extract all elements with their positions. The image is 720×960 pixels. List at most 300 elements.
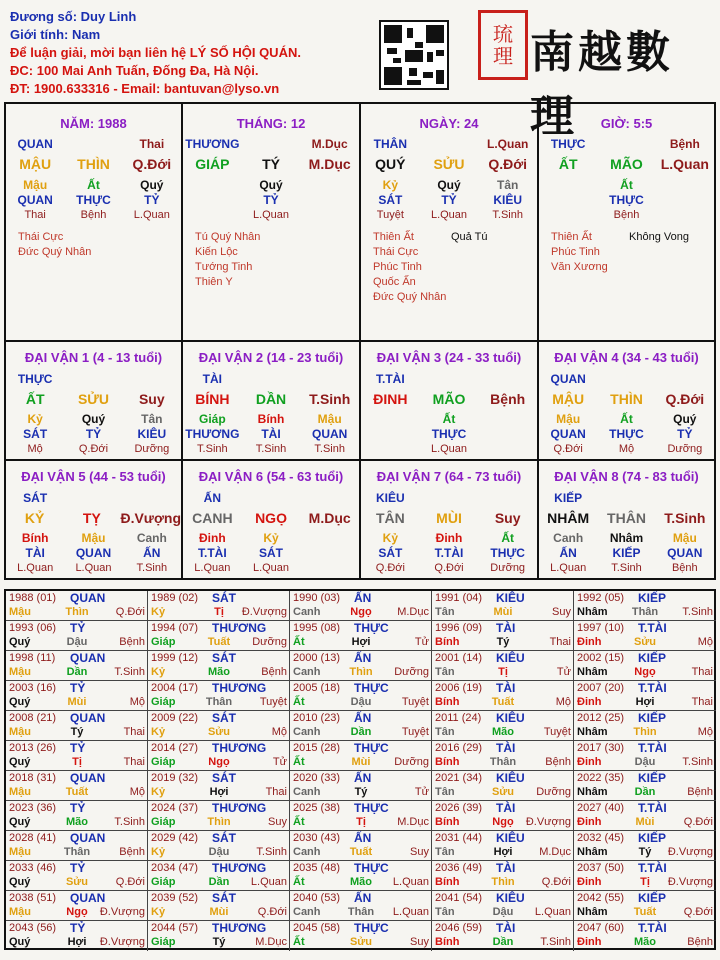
- luck-main-item: MẬU: [552, 391, 585, 407]
- year-cell: [148, 801, 290, 831]
- year-pillar: [9, 876, 145, 888]
- pillar-top-item: M.Dục: [311, 137, 348, 151]
- year-stage: Đ.Vượng: [99, 906, 145, 918]
- year-stem: Đinh: [577, 876, 602, 888]
- year-branch: Dậu: [634, 756, 656, 768]
- year-god: TÀI: [496, 921, 516, 935]
- luck-title: ĐẠI VẬN 7 (64 - 73 tuổi): [376, 469, 522, 484]
- year-label: 2026 (39): [435, 802, 483, 814]
- year-stem: Ất: [293, 756, 305, 768]
- year-branch: Sửu: [349, 936, 372, 948]
- year-stem: Ất: [293, 696, 305, 708]
- luck-main-item: ĐINH: [373, 391, 408, 407]
- luck-stages-item: T.Sinh: [611, 562, 642, 574]
- pillar-gods-item: TỶ: [144, 193, 160, 207]
- pillar-stars: [18, 230, 91, 260]
- year-label: 2009 (22): [151, 712, 199, 724]
- year-god: T.TÀI: [638, 621, 667, 635]
- year-cell: [148, 711, 290, 741]
- year-god: THƯƠNG: [212, 861, 267, 875]
- year-cell: [432, 681, 574, 711]
- year-pillar: [151, 846, 287, 858]
- year-stage: Tử: [414, 636, 429, 648]
- year-label: 2045 (58): [293, 922, 341, 934]
- pillar-stages-item: [539, 209, 597, 221]
- pillar-top: [183, 137, 359, 151]
- year-pillar: [151, 936, 287, 948]
- year-god: TÀI: [496, 621, 516, 635]
- luck-stages: [361, 562, 537, 574]
- luck-gods-item: QUAN: [312, 427, 348, 441]
- year-cell: [574, 591, 716, 621]
- pillar-stages-item: [183, 209, 242, 221]
- pillar-gods: [6, 193, 181, 207]
- luck-stages-item: Dưỡng: [134, 443, 170, 455]
- pillar-gods-item: [539, 193, 597, 207]
- pillar-main: [539, 156, 714, 172]
- year-pillar: [9, 606, 145, 618]
- luck-hidden-item: Mậu: [556, 412, 581, 426]
- year-god: THƯƠNG: [212, 921, 267, 935]
- year-branch: Mão: [633, 936, 656, 948]
- year-branch: Dậu: [350, 696, 372, 708]
- year-branch: Ngọ: [208, 756, 230, 768]
- pillar-stages: [6, 209, 181, 221]
- year-cell: [574, 651, 716, 681]
- luck-hidden-item: [478, 412, 537, 426]
- year-god: KIẾP: [638, 771, 667, 785]
- year-stage: Mộ: [555, 696, 571, 708]
- year-label: 2040 (53): [293, 892, 341, 904]
- pillar-hidden: [539, 178, 714, 192]
- pillar-top: [361, 137, 537, 151]
- year-label: 1988 (01): [9, 592, 57, 604]
- luck-main: [539, 510, 714, 526]
- year-branch: Thìn: [207, 816, 231, 828]
- year-pillar: [293, 906, 429, 918]
- year-god: SÁT: [212, 591, 236, 605]
- luck-gods-item: THỰC: [490, 546, 525, 560]
- pillar-gods-item: [300, 193, 359, 207]
- year-stage: Đ.Vượng: [667, 846, 713, 858]
- pillar-top: [539, 137, 714, 151]
- year-god: T.TÀI: [638, 921, 667, 935]
- year-stem: Ất: [293, 936, 305, 948]
- year-god: TỶ: [70, 801, 86, 815]
- year-pillar: [577, 696, 713, 708]
- luck-main-item: Suy: [494, 510, 521, 526]
- year-label: 2018 (31): [9, 772, 57, 784]
- luck-hidden-item: Đinh: [435, 531, 463, 545]
- year-branch: Dậu: [492, 906, 514, 918]
- year-label: 2013 (26): [9, 742, 57, 754]
- year-cell: [574, 891, 716, 921]
- luck-main-item: T.Sinh: [309, 391, 351, 407]
- year-branch: Tị: [498, 666, 508, 678]
- luck-hidden-item: Mậu: [81, 531, 106, 545]
- luck-stages-item: [300, 562, 359, 574]
- star-name: Quốc Ấn: [373, 276, 416, 288]
- year-stage: L.Quan: [534, 906, 571, 918]
- luck-hidden: [539, 412, 714, 426]
- star-name: Phúc Tinh: [373, 261, 422, 273]
- year-pillar: [577, 756, 713, 768]
- year-god: TỶ: [70, 741, 86, 755]
- luck-gods-item: THỰC: [431, 427, 467, 441]
- luck-hidden-item: Đinh: [199, 531, 226, 545]
- year-pillar: [577, 666, 713, 678]
- year-stage: Tuyệt: [543, 726, 571, 738]
- pillar-stars: [195, 230, 260, 290]
- star-name: Không Vong: [629, 231, 689, 243]
- year-branch: Mùi: [209, 906, 229, 918]
- year-stem: Bính: [435, 876, 460, 888]
- pillar-gods-item: KIÊU: [493, 193, 523, 207]
- year-stem: Tân: [435, 666, 455, 678]
- year-pillar: [9, 816, 145, 828]
- year-branch: Hợi: [67, 936, 87, 948]
- year-god: SÁT: [212, 651, 236, 665]
- year-cell: [290, 831, 432, 861]
- year-stem: Quý: [9, 936, 31, 948]
- pillar-title: NĂM: 1988: [60, 116, 127, 131]
- luck-hidden-item: Ất: [501, 531, 515, 545]
- year-stage: Q.Đới: [683, 906, 713, 918]
- luck-top: [6, 372, 181, 386]
- year-stage: T.Sinh: [540, 936, 571, 948]
- year-god: THƯƠNG: [212, 681, 267, 695]
- luck-top: [539, 491, 714, 505]
- luck-title: ĐẠI VẬN 4 (34 - 43 tuổi): [554, 350, 699, 365]
- pillar-stages: [539, 209, 714, 221]
- pillar-title: NGÀY: 24: [419, 116, 479, 131]
- year-pillar: [435, 636, 571, 648]
- pillar-gods-item: [656, 193, 714, 207]
- year-label: 2038 (51): [9, 892, 57, 904]
- pillar-main-item: L.Quan: [660, 156, 709, 172]
- year-cell: [290, 861, 432, 891]
- year-stem: Tân: [435, 846, 455, 858]
- luck-top-item: [242, 491, 301, 505]
- luck-main: [361, 510, 537, 526]
- pillar-main-item: MÃO: [610, 156, 643, 172]
- luck-hidden-item: Tân: [141, 412, 163, 426]
- luck-top: [361, 491, 537, 505]
- luck-gods-item: QUAN: [667, 546, 703, 560]
- pillar-hidden: [183, 178, 359, 192]
- luck-main-item: NGỌ: [255, 510, 287, 526]
- luck-stages: [539, 443, 714, 455]
- logo-text: 南越數理: [530, 27, 674, 142]
- year-pillar: [435, 666, 571, 678]
- year-branch: Dần: [66, 666, 88, 678]
- year-stem: Giáp: [151, 816, 176, 828]
- luck-gods-item: QUAN: [75, 546, 112, 560]
- year-branch: Tý: [354, 786, 368, 798]
- year-branch: Tý: [212, 936, 226, 948]
- year-branch: Mùi: [493, 606, 513, 618]
- luck-top-item: [597, 372, 655, 386]
- luck-hidden: [183, 412, 359, 426]
- year-god: TỶ: [70, 621, 86, 635]
- luck-top-item: [64, 372, 122, 386]
- year-branch: Tuất: [349, 846, 373, 858]
- pillar-top-item: THÂN: [373, 137, 407, 151]
- pillar-hidden-item: [539, 178, 597, 192]
- pillar-main-item: MẬU: [19, 156, 52, 172]
- year-cell: [432, 831, 574, 861]
- year-god: TỶ: [70, 861, 86, 875]
- luck-main-item: BÍNH: [195, 391, 230, 407]
- year-label: 2022 (35): [577, 772, 625, 784]
- luck-top: [183, 491, 359, 505]
- year-stem: Đinh: [577, 636, 602, 648]
- year-branch: Tị: [214, 606, 224, 618]
- year-cell: [432, 771, 574, 801]
- pillar-gods-item: THỰC: [609, 193, 644, 207]
- year-stage: Tử: [272, 756, 287, 768]
- year-label: 2025 (38): [293, 802, 341, 814]
- year-branch: Hợi: [351, 636, 371, 648]
- year-branch: Tuất: [65, 786, 89, 798]
- year-pillar: [435, 816, 571, 828]
- year-cell: [6, 681, 148, 711]
- year-pillar: [151, 696, 287, 708]
- qr-code-icon: [379, 20, 449, 90]
- pillar-stages-item: [300, 209, 359, 221]
- year-cell: [6, 831, 148, 861]
- year-label: 1994 (07): [151, 622, 199, 634]
- year-label: 2001 (14): [435, 652, 483, 664]
- year-cell: [574, 681, 716, 711]
- luck-stages-item: Mộ: [27, 443, 43, 455]
- pillar-stars-neutral: [629, 230, 689, 245]
- year-branch: Thân: [205, 696, 233, 708]
- luck-stages-item: L.Quan: [430, 443, 468, 455]
- year-cell: [574, 741, 716, 771]
- year-pillar: [9, 756, 145, 768]
- year-label: 2005 (18): [293, 682, 341, 694]
- year-stage: T.Sinh: [682, 756, 713, 768]
- luck-hidden: [6, 412, 181, 426]
- year-pillar: [577, 726, 713, 738]
- year-stage: Dưỡng: [252, 636, 287, 648]
- luck-top-item: KIẾP: [554, 491, 583, 505]
- year-stem: Giáp: [151, 636, 176, 648]
- year-god: THƯƠNG: [212, 801, 267, 815]
- luck-hidden-item: Canh: [553, 531, 584, 545]
- luck-top: [183, 372, 359, 386]
- year-label: 2008 (21): [9, 712, 57, 724]
- year-pillar: [9, 846, 145, 858]
- luck-main-item: MÃO: [432, 391, 466, 407]
- year-pillar: [151, 756, 287, 768]
- luck-pillar-4: [539, 342, 714, 461]
- luck-top-item: KIÊU: [376, 491, 405, 505]
- year-branch: Tuất: [207, 636, 231, 648]
- year-label: 2021 (34): [435, 772, 483, 784]
- year-cell: [6, 741, 148, 771]
- pillar-main-item: TÝ: [262, 156, 280, 172]
- year-cell: [290, 711, 432, 741]
- luck-hidden-item: Giáp: [199, 412, 226, 426]
- year-stage: T.Sinh: [114, 816, 145, 828]
- year-stage: Dưỡng: [394, 666, 429, 678]
- year-stem: Quý: [9, 636, 31, 648]
- star-name: Thái Cực: [373, 246, 419, 258]
- year-stem: Nhâm: [577, 726, 608, 738]
- luck-gods-item: TÀI: [261, 427, 281, 441]
- year-cell: [290, 651, 432, 681]
- year-branch: Tuất: [633, 906, 657, 918]
- year-cell: [6, 591, 148, 621]
- pillar-hidden-item: [300, 178, 359, 192]
- year-pillar: [9, 726, 145, 738]
- year-stage: Thai: [265, 786, 287, 798]
- luck-gods: [539, 546, 714, 560]
- year-label: 2027 (40): [577, 802, 625, 814]
- year-stem: Tân: [435, 906, 455, 918]
- year-stem: Nhâm: [577, 846, 608, 858]
- year-cell: [148, 771, 290, 801]
- year-pillar: [435, 606, 571, 618]
- year-cell: [432, 921, 574, 951]
- year-god: TÀI: [496, 681, 516, 695]
- year-pillar: [577, 816, 713, 828]
- year-branch: Mùi: [635, 816, 655, 828]
- pillar-main: [183, 156, 359, 172]
- pillar-top-item: [64, 137, 122, 151]
- year-stem: Kỷ: [151, 726, 166, 738]
- year-pillar: [9, 636, 145, 648]
- year-stem: Nhâm: [577, 786, 608, 798]
- year-stage: M.Dục: [539, 846, 571, 858]
- year-pillar: [293, 756, 429, 768]
- luck-top-item: T.TÀI: [376, 372, 405, 386]
- luck-hidden-item: Canh: [136, 531, 167, 545]
- luck-pillar-2: [183, 342, 361, 461]
- year-cell: [290, 591, 432, 621]
- year-label: 2039 (52): [151, 892, 199, 904]
- year-label: 2012 (25): [577, 712, 625, 724]
- year-cell: [432, 621, 574, 651]
- year-label: 2002 (15): [577, 652, 625, 664]
- year-cell: [6, 921, 148, 951]
- year-god: KIẾP: [638, 591, 667, 605]
- year-cell: [290, 891, 432, 921]
- luck-top-item: [64, 491, 122, 505]
- year-cell: [6, 771, 148, 801]
- pillar-top-item: [420, 137, 479, 151]
- pillar-hidden: [6, 178, 181, 192]
- luck-stages-item: Q.Đới: [434, 562, 464, 574]
- year-god: T.TÀI: [638, 801, 667, 815]
- year-stem: Mậu: [9, 606, 31, 618]
- year-stem: Bính: [435, 636, 460, 648]
- year-cell: [574, 711, 716, 741]
- year-stem: Ất: [293, 816, 305, 828]
- year-label: 2004 (17): [151, 682, 199, 694]
- year-branch: Thân: [63, 846, 91, 858]
- luck-pillar-3: [361, 342, 539, 461]
- contact-note: Để luận giải, mời bạn liên hệ LÝ SỐ HỘI QUÁN.: [10, 45, 301, 60]
- year-pillar: [9, 906, 145, 918]
- luck-main-item: MÙI: [436, 510, 462, 526]
- year-stem: Canh: [293, 666, 321, 678]
- year-pillar: [9, 666, 145, 678]
- luck-main-item: THÌN: [610, 391, 643, 407]
- luck-gods-item: T.TÀI: [198, 546, 227, 560]
- year-label: 2016 (29): [435, 742, 483, 754]
- luck-title: ĐẠI VẬN 8 (74 - 83 tuổi): [554, 469, 699, 484]
- year-cell: [148, 651, 290, 681]
- pillar-stages-item: L.Quan: [133, 209, 170, 221]
- star-name: Đức Quý Nhân: [373, 291, 447, 303]
- phone-email: ĐT: 1900.633316 - Email: bantuvan@lyso.vn: [10, 81, 280, 96]
- year-god: QUAN: [70, 891, 106, 905]
- luck-top-item: [420, 372, 479, 386]
- year-stage: M.Dục: [397, 816, 429, 828]
- year-god: THỰC: [354, 681, 389, 695]
- year-stage: Q.Đới: [541, 876, 571, 888]
- year-label: 2029 (42): [151, 832, 199, 844]
- year-label: 2046 (59): [435, 922, 483, 934]
- year-cell: [432, 591, 574, 621]
- year-stem: Kỷ: [151, 666, 166, 678]
- luck-main: [183, 391, 359, 407]
- year-branch: Thìn: [349, 666, 373, 678]
- year-label: 1989 (02): [151, 592, 199, 604]
- year-branch: Thìn: [633, 726, 657, 738]
- year-god: ẤN: [354, 891, 372, 905]
- year-cell: [6, 801, 148, 831]
- pillar-title: THÁNG: 12: [236, 116, 306, 131]
- year-branch: Thân: [489, 756, 517, 768]
- owner-gender: Giới tính: Nam: [10, 27, 101, 42]
- year-stem: Đinh: [577, 936, 602, 948]
- year-stage: Tử: [556, 666, 571, 678]
- star-name: Kiến Lộc: [195, 246, 238, 258]
- year-pillar: [577, 876, 713, 888]
- pillar-main-item: M.Dục: [308, 156, 351, 172]
- year-cell: [432, 891, 574, 921]
- luck-stages: [6, 443, 181, 455]
- year-label: 2037 (50): [577, 862, 625, 874]
- pillar-main-item: GIÁP: [195, 156, 230, 172]
- luck-top-item: [300, 491, 359, 505]
- pillar-hidden-item: Quý: [140, 178, 164, 192]
- year-branch: Mão: [491, 726, 514, 738]
- year-label: 1991 (04): [435, 592, 483, 604]
- year-god: ẤN: [354, 591, 372, 605]
- year-stage: Mộ: [129, 696, 145, 708]
- star-name: Thiên Ất: [373, 231, 414, 243]
- luck-top-item: [656, 372, 714, 386]
- year-label: 1999 (12): [151, 652, 199, 664]
- year-label: 2043 (56): [9, 922, 57, 934]
- year-pillar: [577, 606, 713, 618]
- star-name: Đức Quý Nhân: [18, 246, 92, 258]
- luck-main: [183, 510, 359, 526]
- pillar-top-item: THỰC: [550, 137, 586, 151]
- pillar-gods: [539, 193, 714, 207]
- year-stem: Đinh: [577, 816, 602, 828]
- luck-gods: [361, 427, 537, 441]
- star-name: Thiên Ất: [551, 231, 592, 243]
- year-stem: Mậu: [9, 726, 31, 738]
- luck-stages-item: T.Sinh: [197, 443, 228, 455]
- luck-pillar-6: [183, 461, 361, 580]
